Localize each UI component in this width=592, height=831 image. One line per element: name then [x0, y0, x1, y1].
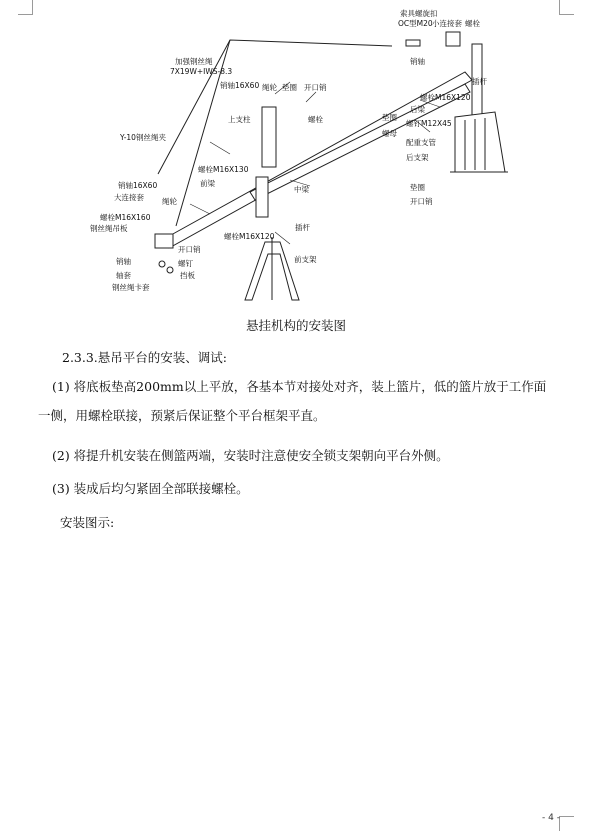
label-pin-b: 销轴	[116, 257, 131, 266]
small-connector	[446, 32, 460, 46]
upper-post	[262, 107, 276, 167]
label-insert-rod-right: 插杆	[472, 77, 487, 86]
section-heading: 2.3.3.悬吊平台的安装、调试:	[62, 350, 227, 365]
label-rear-beam: 后梁	[410, 105, 425, 114]
label-bolt-top: 螺栓	[465, 19, 480, 28]
figure-caption: 悬挂机构的安装图	[245, 318, 346, 333]
label-reinforcing-rope: 加强钢丝绳	[175, 57, 213, 66]
label-cotter-a: 开口销	[304, 83, 327, 92]
paragraph: (2) 将提升机安装在侧篮两端，安装时注意使安全锁支架朝向平台外侧。	[52, 448, 449, 463]
label-bolt-m16x120-right: 螺栓M16X120	[420, 93, 471, 102]
label-large-connector: 大连接套	[114, 193, 144, 202]
label-nut: 螺母	[382, 129, 397, 138]
label-screw: 螺钉	[178, 259, 193, 268]
wire-rope-hanger-plate	[155, 234, 173, 248]
label-pin-top: 销轴	[410, 57, 425, 66]
page-number: - 4 -	[542, 813, 560, 823]
label-washer-mid: 垫圈	[382, 113, 397, 122]
label-pin-16x60: 销轴16X60	[220, 81, 260, 90]
label-small-connector: 小连接套	[432, 19, 462, 28]
label-bolt-mid: 螺栓	[308, 115, 323, 124]
label-oc-m20: OC型M20	[398, 19, 433, 28]
label-washer-a: 垫圈	[282, 83, 297, 92]
label-cotter-right: 开口销	[410, 197, 433, 206]
paragraph: (1) 将底板垫高200mm以上平放，各基本节对接处对齐，装上篮片，低的篮片放于工作面一侧，用螺栓联接，预紧后保证整个平台框架平直。	[38, 379, 547, 423]
label-middle-beam: 中梁	[294, 185, 309, 194]
turnbuckle	[406, 40, 420, 46]
label-cotter-b: 开口销	[178, 245, 201, 254]
rear-support-frame	[455, 112, 505, 172]
page-corner-mark	[18, 0, 33, 15]
label-y10-clamp: Y-10钢丝绳夹	[120, 133, 166, 142]
insert-column	[256, 177, 268, 217]
label-front-beam: 前梁	[200, 179, 215, 188]
label-counterweight-tube: 配重支管	[406, 138, 436, 147]
label-rope-spec: 7X19W+IWS-8.3	[170, 67, 233, 76]
label-front-support: 前支架	[294, 255, 317, 264]
label-bolt-m16x120-mid: 螺栓M16X120	[224, 232, 275, 241]
paragraph: 安装图示:	[60, 515, 115, 530]
page-corner-mark	[559, 0, 574, 15]
label-pulley-a: 绳轮	[262, 83, 277, 92]
label-bolt-m16x130: 螺栓M16X130	[198, 165, 249, 174]
label-hanger-plate: 钢丝绳吊板	[90, 224, 128, 233]
label-washer-right: 垫圈	[410, 183, 425, 192]
label-rear-support: 后支架	[406, 153, 429, 162]
label-turnbuckle: 索具螺旋扣	[400, 9, 438, 18]
axle-sleeve	[159, 261, 165, 267]
label-upper-post: 上支柱	[228, 115, 251, 124]
label-axle-sleeve: 轴套	[116, 271, 131, 280]
page-corner-mark	[559, 816, 574, 831]
label-rope-clip-sleeve: 钢丝绳卡套	[112, 283, 150, 292]
label-insert-rod-mid: 插杆	[295, 223, 310, 232]
baffle	[167, 267, 173, 273]
label-baffle: 挡板	[180, 271, 195, 280]
label-pin-16x60-b: 销轴16X60	[118, 181, 158, 190]
label-bolt-m16x160: 螺栓M16X160	[100, 213, 151, 222]
label-screw-m12x45: 螺钉M12X45	[406, 119, 452, 128]
label-pulley-b: 绳轮	[162, 197, 177, 206]
suspension-mechanism-diagram	[80, 2, 520, 302]
paragraph: (3) 装成后均匀紧固全部联接螺栓。	[52, 481, 249, 496]
